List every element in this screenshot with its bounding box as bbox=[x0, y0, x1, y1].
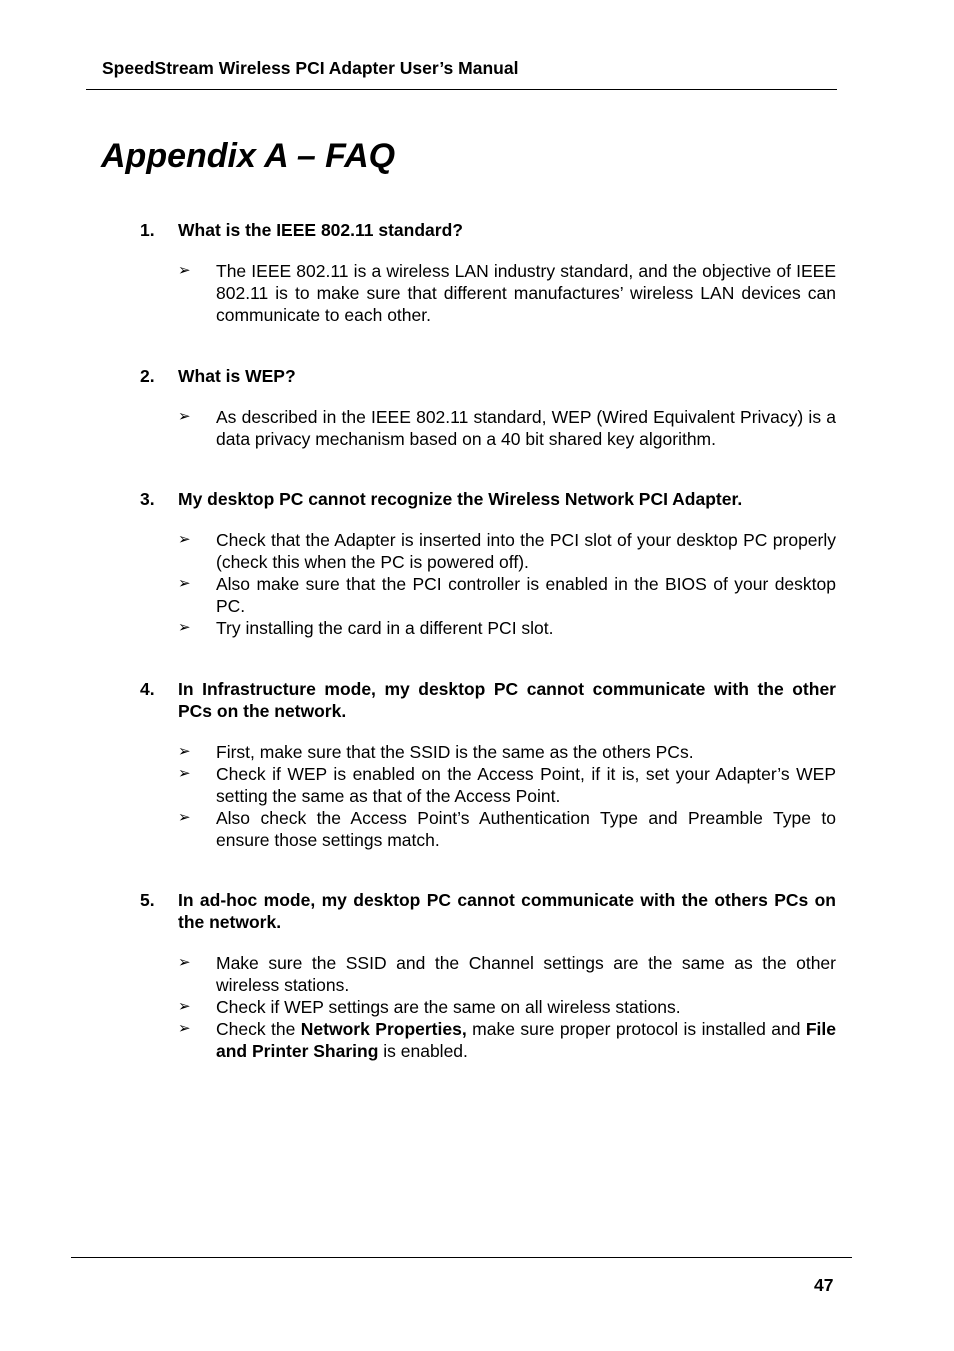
list-item bbox=[178, 617, 836, 639]
list-item bbox=[178, 406, 836, 450]
answer-list bbox=[178, 952, 836, 1062]
answer-text: The IEEE 802.11 is a wireless LAN industry standard, and the objective of IEEE 802.11 is to make sure that different manufactures’ wireless LAN devices can communicate to each other. bbox=[216, 261, 836, 325]
faq-question bbox=[140, 365, 836, 387]
faq-item-2 bbox=[140, 365, 836, 450]
arrow-bullet-icon: ➢ bbox=[178, 1020, 191, 1037]
answer-text: Check if WEP settings are the same on all wireless stations. bbox=[216, 997, 681, 1017]
arrow-bullet-icon: ➢ bbox=[178, 998, 191, 1015]
answer-text-part: make sure proper protocol is installed and bbox=[466, 1019, 806, 1039]
arrow-bullet-icon: ➢ bbox=[178, 809, 191, 826]
page-title: Appendix A – FAQ bbox=[101, 137, 396, 175]
faq-question bbox=[140, 219, 836, 241]
network-properties-term: Network Properties, bbox=[300, 1019, 467, 1039]
answer-text-part: Check the bbox=[216, 1019, 301, 1039]
question-number: 1. bbox=[140, 220, 155, 240]
answer-list bbox=[178, 406, 836, 450]
arrow-bullet-icon: ➢ bbox=[178, 765, 191, 782]
list-item bbox=[178, 807, 836, 851]
question-number: 2. bbox=[140, 366, 155, 386]
question-text: What is the IEEE 802.11 standard? bbox=[178, 220, 463, 240]
list-item bbox=[178, 763, 836, 807]
answer-text: Check that the Adapter is inserted into the PCI slot of your desktop PC properly (check this when the PC is powered off). bbox=[216, 530, 836, 572]
answer-list bbox=[178, 529, 836, 639]
answer-list bbox=[178, 741, 836, 851]
page-number: 47 bbox=[814, 1275, 834, 1295]
faq-list bbox=[140, 219, 836, 1062]
arrow-bullet-icon: ➢ bbox=[178, 408, 191, 425]
question-text: What is WEP? bbox=[178, 366, 296, 386]
answer-text: First, make sure that the SSID is the same as the others PCs. bbox=[216, 742, 694, 762]
arrow-bullet-icon: ➢ bbox=[178, 619, 191, 636]
arrow-bullet-icon: ➢ bbox=[178, 743, 191, 760]
faq-item-1 bbox=[140, 219, 836, 326]
faq-question bbox=[140, 678, 836, 722]
question-number: 3. bbox=[140, 489, 155, 509]
faq-question bbox=[140, 889, 836, 933]
list-item bbox=[178, 741, 836, 763]
arrow-bullet-icon: ➢ bbox=[178, 531, 191, 548]
answer-text: Check if WEP is enabled on the Access Point, if it is, set your Adapter’s WEP setting the same as that of the Access Point. bbox=[216, 764, 836, 806]
list-item bbox=[178, 1018, 836, 1062]
answer-text: Also check the Access Point’s Authentication Type and Preamble Type to ensure those settings match. bbox=[216, 808, 836, 850]
arrow-bullet-icon: ➢ bbox=[178, 262, 191, 279]
faq-item-3 bbox=[140, 488, 836, 639]
question-number: 5. bbox=[140, 890, 155, 910]
faq-question bbox=[140, 488, 836, 510]
list-item bbox=[178, 996, 836, 1018]
answer-text bbox=[216, 1018, 836, 1062]
answer-text-part: is enabled. bbox=[378, 1041, 468, 1061]
arrow-bullet-icon: ➢ bbox=[178, 575, 191, 592]
list-item bbox=[178, 952, 836, 996]
question-number: 4. bbox=[140, 679, 155, 699]
footer-divider bbox=[71, 1257, 852, 1258]
list-item bbox=[178, 529, 836, 573]
faq-item-5 bbox=[140, 889, 836, 1062]
header-divider bbox=[86, 89, 837, 90]
question-text: In ad-hoc mode, my desktop PC cannot communicate with the others PCs on the network. bbox=[178, 890, 836, 932]
answer-text: Also make sure that the PCI controller is enabled in the BIOS of your desktop PC. bbox=[216, 574, 836, 616]
faq-item-4 bbox=[140, 678, 836, 851]
answer-text: Make sure the SSID and the Channel settings are the same as the other wireless stations. bbox=[216, 953, 836, 995]
answer-list bbox=[178, 260, 836, 326]
answer-text: Try installing the card in a different PCI slot. bbox=[216, 618, 554, 638]
list-item bbox=[178, 260, 836, 326]
list-item bbox=[178, 573, 836, 617]
running-header: SpeedStream Wireless PCI Adapter User’s Manual bbox=[102, 58, 519, 78]
question-text: My desktop PC cannot recognize the Wireless Network PCI Adapter. bbox=[178, 489, 743, 509]
file-printer-sharing-term: File and Printer Sharing bbox=[216, 1019, 837, 1061]
arrow-bullet-icon: ➢ bbox=[178, 954, 191, 971]
question-text: In Infrastructure mode, my desktop PC cannot communicate with the other PCs on the network. bbox=[178, 679, 836, 721]
answer-text: As described in the IEEE 802.11 standard, WEP (Wired Equivalent Privacy) is a data privacy mechanism based on a 40 bit shared key algorithm. bbox=[216, 407, 836, 449]
